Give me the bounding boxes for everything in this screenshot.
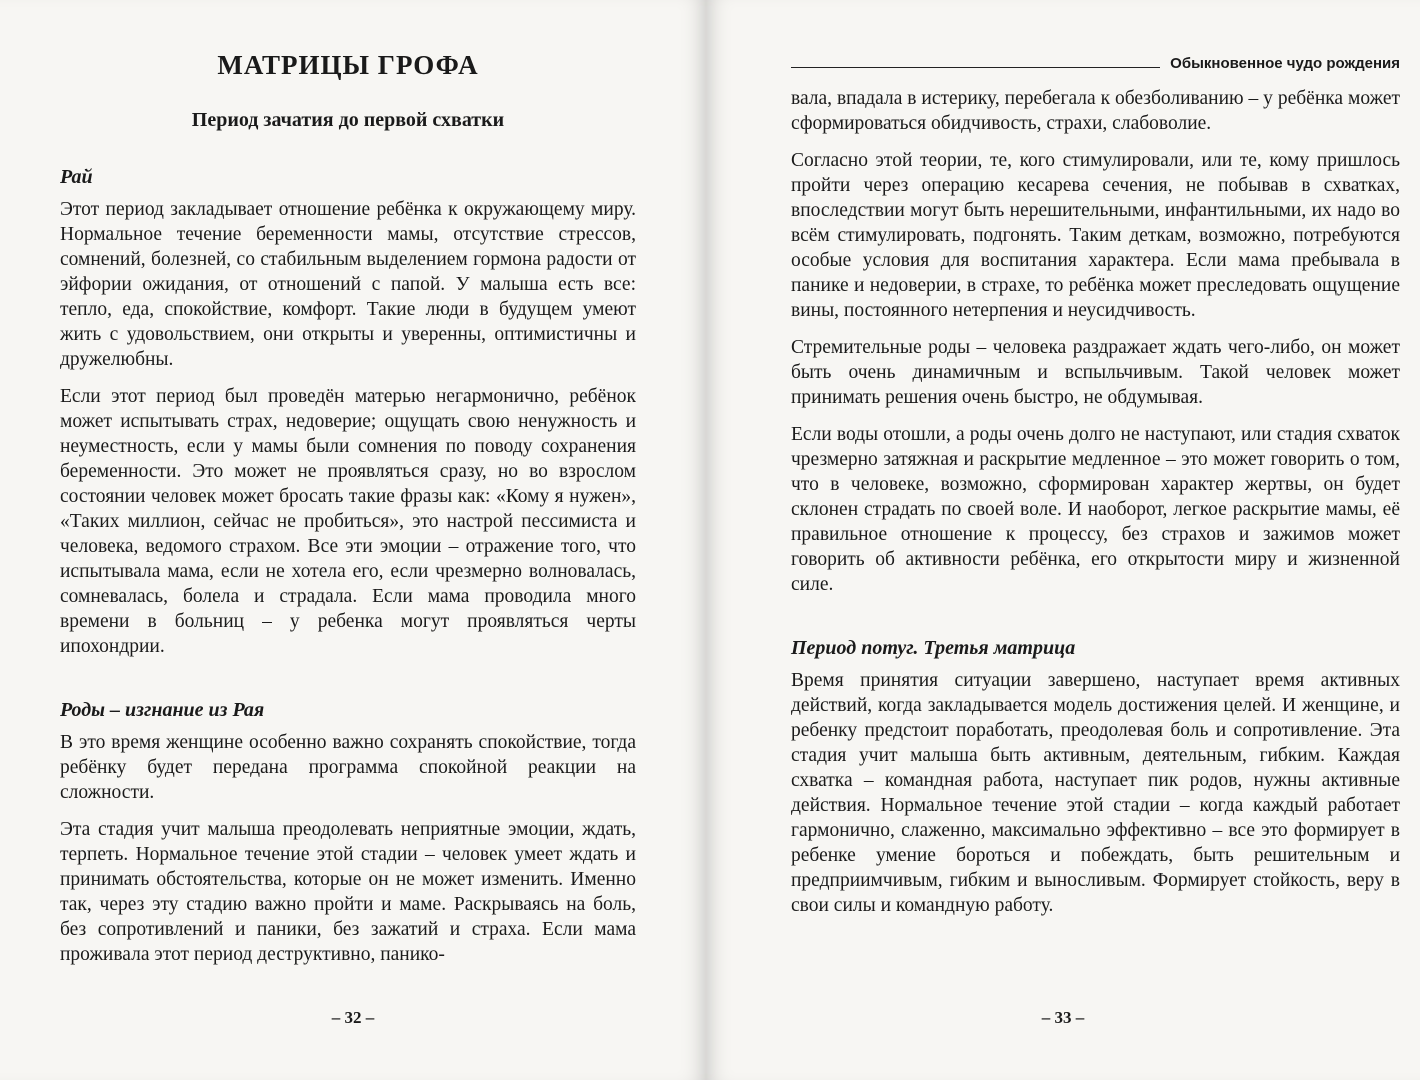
paragraph: Этот период закладывает отношение ребёнка к окружающему миру. Нормальное течение беременности мамы, отсутствие стрессов, сомнений, болезней, со стабильным выделением гормона радости от эйфории ожидания, от отношений с папой. У малыша есть все: тепло, еда, спокойствие, комфорт. Такие люди в будущем умеют жить с удовольствием, они открыты и уверенны, оптимистичны и дружелюбны. bbox=[60, 199, 636, 370]
paragraph: вала, впадала в истерику, перебегала к обезболиванию – у ребёнка может сформироваться обидчивость, страхи, слабоволие. bbox=[791, 88, 1400, 134]
paragraph: Если воды отошли, а роды очень долго не наступают, или стадия схваток чрезмерно затяжная и раскрытие медленное – это может говорить о том, что в человеке, возможно, сформирован характер жертвы, он будет склонен страдать по своей воле. И наоборот, легкое раскрытие мамы, её правильное отношение к процессу, без страхов и зажимов может говорить об активности ребёнка, его открытости миру и жизненной силе. bbox=[791, 424, 1400, 595]
right-page bbox=[706, 0, 1420, 1080]
subsection-heading-birth: Роды – изгнание из Рая bbox=[60, 699, 265, 721]
paragraph: В это время женщине особенно важно сохранять спокойствие, тогда ребёнку будет передана программа спокойной реакции на сложности. bbox=[60, 732, 636, 803]
header-rule bbox=[791, 67, 1160, 68]
section-title: Период зачатия до первой схватки bbox=[191, 109, 505, 131]
paragraph: Время принятия ситуации завершено, наступает время активных действий, когда закладывается модель достижения целей. И женщине, и ребенку предстоит поработать, преодолевая боль и сопротивление. Эта стадия учит малыша быть активным, деятельным, гибким. Каждая схватка – командная работа, наступает пик родов, нужны активные действия. Нормальное течение этой стадии – когда каждый работает гармонично, слаженно, максимально эффективно – все это формирует в ребенке умение бороться и побеждать, быть решительным и предприимчивым, гибким и выносливым. Формирует стойкость, веру в свои силы и командную работу. bbox=[791, 670, 1400, 916]
page-number-right: – 33 – bbox=[1041, 1008, 1085, 1027]
paragraph: Согласно этой теории, те, кого стимулировали, или те, кому пришлось пройти через операцию кесарева сечения, не побывав в схватках, впоследствии могут быть нерешительными, инфантильными, их надо во всём стимулировать, подгонять. Таким деткам, возможно, потребуются особые условия для воспитания характера. Если мама пребывала в панике и недоверии, в страхе, то ребёнка может преследовать ощущение вины, постоянного нетерпения и неусидчивость. bbox=[791, 150, 1400, 321]
chapter-title: МАТРИЦЫ ГРОФА bbox=[217, 50, 479, 80]
running-header-text: Обыкновенное чудо рождения bbox=[1170, 55, 1400, 72]
subsection-heading-paradise: Рай bbox=[60, 166, 93, 188]
paragraph: Эта стадия учит малыша преодолевать неприятные эмоции, ждать, терпеть. Нормальное течение этой стадии – человек умеет ждать и принимать обстоятельства, которые он не может изменить. Именно так, через эту стадию важно пройти и маме. Раскрываясь на боль, без сопротивлений и паники, без зажатий и страха. Если мама проживала этот период деструктивно, панико- bbox=[60, 819, 636, 965]
left-page bbox=[0, 0, 706, 1080]
paragraph: Стремительные роды – человека раздражает ждать чего-либо, он может быть очень динамичным и вспыльчивым. Такой человек может принимать решения очень быстро, не обдумывая. bbox=[791, 337, 1400, 408]
running-header bbox=[791, 50, 1400, 72]
page-number-left: – 32 – bbox=[331, 1008, 375, 1027]
subsection-heading-pushing: Период потуг. Третья матрица bbox=[791, 637, 1076, 659]
paragraph: Если этот период был проведён матерью негармонично, ребёнок может испытывать страх, недоверие; ощущать свою ненужность и неуместность, если у мамы были сомнения по поводу сохранения беременности. Это может не проявляться сразу, но во взрослом состоянии человек может бросать такие фразы как: «Кому я нужен», «Таких миллион, сейчас не пробиться», это настрой пессимиста и человека, ведомого страхом. Все эти эмоции – отражение того, что испытывала мама, если не хотела его, если чрезмерно волновалась, сомневалась, болела и страдала. Если мама проводила много времени в больниц – у ребенка могут проявляться черты ипохондрии. bbox=[60, 386, 636, 657]
